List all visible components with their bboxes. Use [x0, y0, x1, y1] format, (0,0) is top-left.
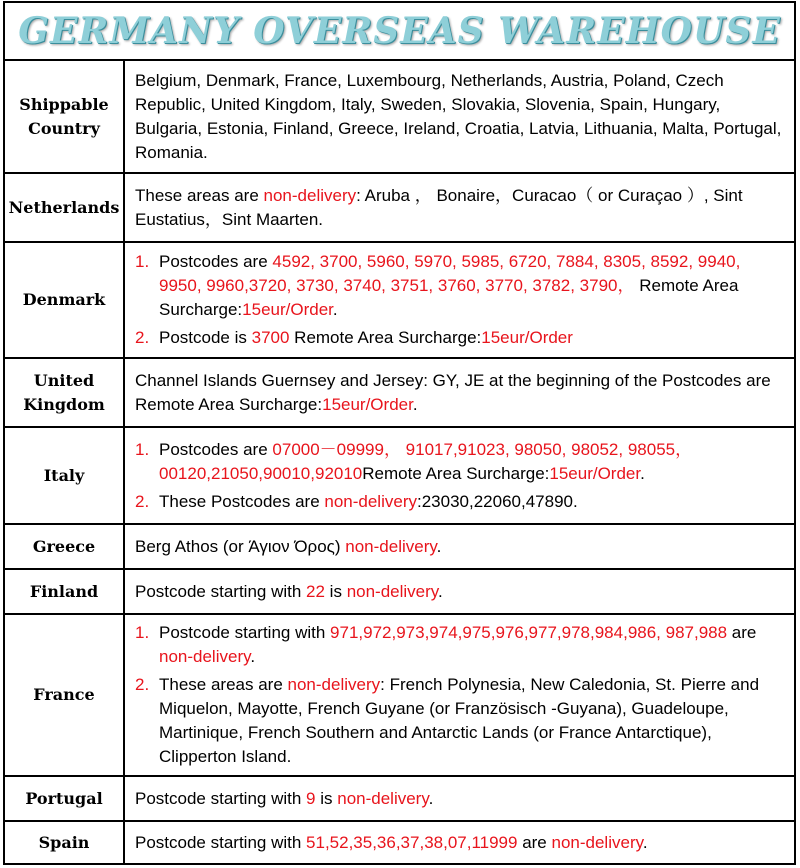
row-spain: [5, 822, 794, 864]
list-item: [135, 326, 786, 350]
text: Berg Athos (or Άγιον Όρος): [135, 536, 346, 556]
row-shippable-country: [5, 61, 794, 174]
highlight-text: 15eur/Order: [549, 463, 641, 483]
list-item: [135, 673, 786, 769]
text: .: [412, 394, 418, 414]
text: .: [640, 463, 645, 483]
highlight-text: 51,52,35,36,37,38,07,11999: [306, 833, 518, 852]
row-content: [125, 525, 794, 568]
highlight-text: 971,972,973,974,975,976,977,978,984,986, 987,988: [330, 623, 728, 642]
item-number: 2.: [135, 491, 150, 511]
row-content: [125, 174, 794, 241]
row-united-kingdom: [5, 359, 794, 428]
list-item: [135, 621, 786, 669]
item-number: 2.: [135, 328, 150, 347]
row-label: Denmark: [5, 243, 125, 357]
highlight-text: non-delivery: [159, 647, 251, 666]
row-label: Netherlands: [5, 174, 125, 241]
highlight-text: 07000－09999， 91017,91023, 98050, 98052, 98055， 00120,21050,90010,92010: [159, 439, 693, 483]
row-label: Shippable Country: [5, 61, 125, 172]
highlight-text: non-delivery: [345, 536, 437, 556]
list-item: [135, 490, 786, 514]
text: .: [642, 833, 648, 852]
text: .: [436, 536, 442, 556]
text: :23030,22060,47890.: [416, 491, 578, 511]
highlight-text: non-delivery: [324, 491, 417, 511]
item-number: 1.: [135, 252, 150, 271]
row-label: Italy: [5, 428, 125, 523]
text: .: [428, 788, 434, 808]
row-label: Finland: [5, 570, 125, 613]
row-greece: [5, 525, 794, 570]
highlight-text: 22: [306, 581, 325, 601]
text: These Postcodes are: [159, 491, 325, 511]
text: .: [438, 581, 443, 601]
highlight-text: 3700: [251, 328, 290, 347]
row-content: [125, 428, 794, 523]
item-number: 1.: [135, 623, 150, 642]
row-content: [125, 822, 794, 864]
text: These areas are: [135, 185, 264, 205]
row-label: Greece: [5, 525, 125, 568]
warehouse-table: [3, 1, 796, 865]
text: : French Polynesia, New Caledonia, St. Pierre and Miquelon, Mayotte, French Guyane (or Französisch -Guyana), Guadeloupe, Martinique, French Southern and Antarctic Lands (or France Antarctique), Clipperton Island.: [159, 675, 760, 766]
highlight-text: non-delivery: [263, 185, 357, 205]
highlight-text: 15eur/Order: [242, 300, 333, 319]
row-italy: [5, 428, 794, 525]
row-content: [125, 359, 794, 426]
text: : Aruba ， Bonaire，Curacao（ or Curaçao ）, Sint Eustatius，Sint Maarten.: [135, 185, 743, 229]
highlight-text: 15eur/Order: [322, 394, 413, 414]
row-netherlands: [5, 174, 794, 243]
highlight-text: non-delivery: [551, 833, 643, 852]
text: Postcode starting with: [135, 833, 307, 852]
row-denmark: [5, 243, 794, 359]
row-portugal: [5, 777, 794, 822]
text: are: [727, 623, 757, 642]
row-content: [125, 61, 794, 172]
list-item: [135, 438, 786, 486]
row-france: [5, 615, 794, 777]
text: Postcodes are: [159, 252, 273, 271]
row-content: [125, 777, 794, 820]
item-number: 1.: [135, 439, 150, 459]
item-number: 2.: [135, 675, 150, 694]
row-content: [125, 615, 794, 775]
text: is: [324, 581, 347, 601]
text: Postcode starting with: [135, 788, 307, 808]
shippable-countries-text: Belgium, Denmark, France, Luxembourg, Netherlands, Austria, Poland, Czech Republic, United Kingdom, Italy, Sweden, Slovakia, Slovenia, Spain, Hungary, Bulgaria, Estonia, Finland, Greece, Ireland, Croatia, Latvia, Lithuania, Malta, Portugal, Romania.: [135, 70, 782, 162]
row-content: [125, 570, 794, 613]
list-item: [135, 250, 786, 322]
text: are: [517, 833, 552, 852]
text: .: [332, 300, 338, 319]
text: is: [315, 788, 338, 808]
highlight-text: non-delivery: [287, 675, 381, 694]
page-title: GERMANY OVERSEAS WAREHOUSE: [5, 3, 794, 61]
row-label: France: [5, 615, 125, 775]
text: Remote Area Surcharge:: [159, 276, 739, 319]
text: Postcodes are: [159, 439, 273, 459]
row-content: [125, 243, 794, 357]
row-label: Portugal: [5, 777, 125, 820]
highlight-text: non-delivery: [346, 581, 439, 601]
highlight-text: 4592, 3700, 5960, 5970, 5985, 6720, 7884, 8305, 8592, 9940, 9950, 9960,3720, 3730, 3740, 3751, 3760, 3770, 3782, 3790，: [159, 252, 741, 295]
text: Postcode is: [159, 328, 252, 347]
text: Remote Area Surcharge:: [362, 463, 550, 483]
text: .: [250, 647, 256, 666]
text: These areas are: [159, 675, 288, 694]
row-label: Spain: [5, 822, 125, 864]
text: Channel Islands Guernsey and Jersey: GY, JE at the beginning of the Postcodes are Remote Area Surcharge:: [135, 370, 771, 414]
highlight-text: 9: [306, 788, 316, 808]
highlight-text: 15eur/Order: [481, 328, 573, 347]
text: Remote Area Surcharge:: [289, 328, 482, 347]
row-label: United Kingdom: [5, 359, 125, 426]
text: Postcode starting with: [135, 581, 307, 601]
row-finland: [5, 570, 794, 615]
text: Postcode starting with: [159, 623, 331, 642]
highlight-text: non-delivery: [337, 788, 429, 808]
